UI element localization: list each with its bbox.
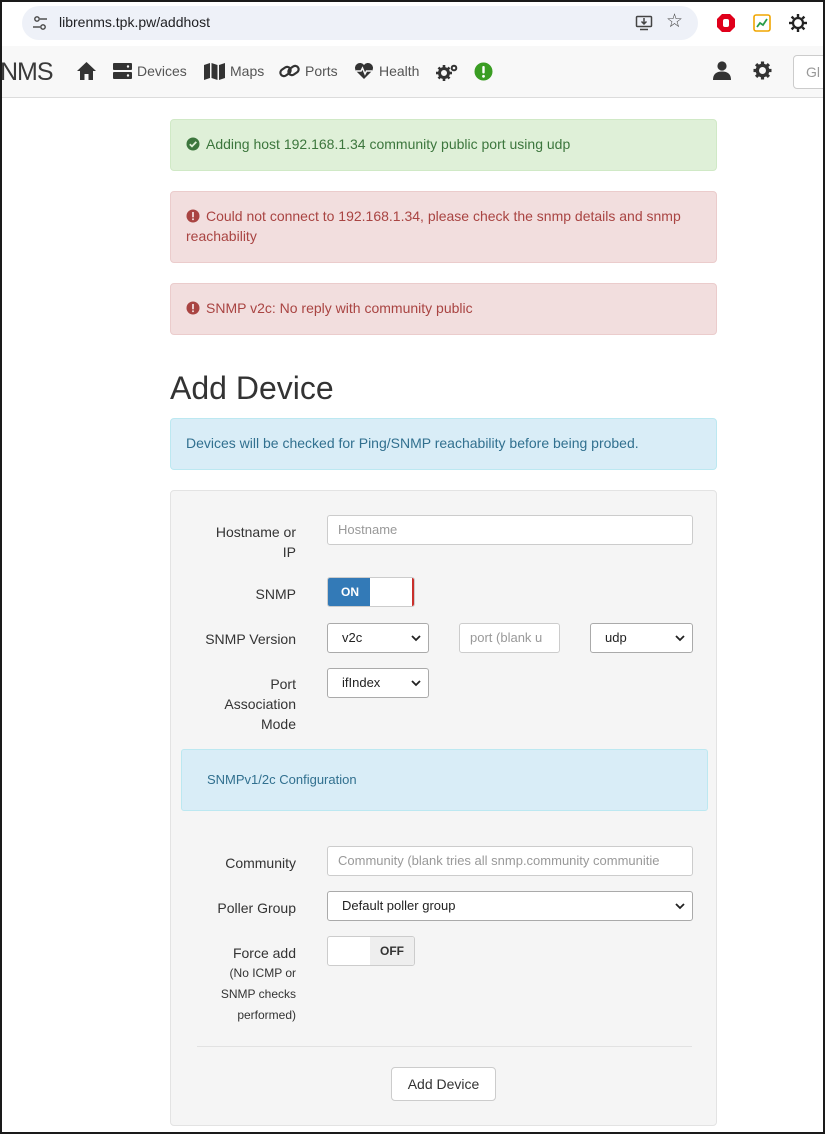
exclamation-circle-icon [186,209,200,223]
poller-group-label: Poller Group [217,900,296,916]
nav-health-label: Health [379,63,420,79]
error-alert-connect-text: Could not connect to 192.168.1.34, please check the snmp details and snmp reachability [186,208,681,244]
force-add-toggle[interactable] [327,936,415,966]
user-icon[interactable] [713,61,731,80]
snmp-version-value: v2c [342,630,363,645]
info-alert-text: Devices will be checked for Ping/SNMP reachability before being probed. [186,435,639,451]
snmp-toggle-off-side[interactable] [370,578,414,606]
add-device-form [170,490,717,1126]
nav-devices[interactable] [113,62,187,80]
error-alert-connect [170,191,717,263]
force-add-toggle-off[interactable]: OFF [370,937,414,965]
port-association-label-line1: Port [270,676,296,692]
error-alert-snmp [170,283,717,335]
global-search-input[interactable] [793,55,825,89]
port-placeholder: port (blank u [470,630,543,645]
site-settings-icon[interactable] [32,15,48,31]
url-text[interactable]: librenms.tpk.pw/addhost [59,14,210,30]
browser-toolbar [0,0,825,46]
port-association-label [224,674,296,734]
form-divider [197,1046,692,1047]
bookmark-star-icon[interactable]: ☆ [666,11,684,32]
nav-maps[interactable] [204,62,264,80]
snmp-toggle[interactable] [327,577,415,607]
poller-group-select[interactable] [327,891,693,921]
global-search-placeholder: Gl [806,64,820,80]
snmp-version-label: SNMP Version [205,631,296,647]
community-label: Community [225,855,296,871]
force-add-label [221,943,296,1026]
alert-status-icon[interactable] [474,62,493,81]
nav-ports[interactable] [279,62,338,80]
transport-select[interactable] [590,623,693,653]
community-placeholder: Community (blank tries all snmp.community communitie [338,853,660,868]
hostname-label-line2: IP [282,544,296,560]
error-alert-snmp-text: SNMP v2c: No reply with community public [206,300,473,316]
install-app-icon[interactable] [635,14,653,32]
brand-logo[interactable]: NMS [0,58,53,86]
snmp-label: SNMP [255,586,296,602]
hostname-placeholder: Hostname [338,522,398,537]
port-input[interactable] [459,623,560,653]
extension-chart-icon[interactable] [752,13,772,33]
check-circle-icon [186,137,200,151]
snmp-v2c-config-header [181,749,708,811]
nav-ports-label: Ports [305,63,338,79]
heartbeat-icon [354,62,374,80]
community-input[interactable] [327,846,693,876]
chevron-down-icon [411,678,421,688]
link-icon [279,62,300,80]
top-navbar [0,46,825,98]
nav-maps-label: Maps [230,63,265,79]
hostname-label-line1: Hostname or [215,524,296,540]
snmp-toggle-on[interactable]: ON [328,578,372,606]
server-icon [113,62,132,80]
nav-health[interactable] [354,62,419,80]
success-alert [170,119,717,171]
cogs-icon[interactable] [436,63,459,82]
info-alert [170,418,717,470]
extension-gear-icon[interactable] [788,13,808,33]
chevron-down-icon [411,633,421,643]
hostname-label [216,522,296,562]
hostname-input[interactable] [327,515,693,545]
force-add-note-line2: SNMP checks [220,987,296,1001]
poller-group-value: Default poller group [342,898,456,913]
port-association-select[interactable] [327,668,429,698]
home-icon[interactable] [76,61,97,81]
port-association-label-line2: Association [224,696,296,712]
page-title: Add Device [170,370,334,406]
chevron-down-icon [675,901,685,911]
port-association-value: ifIndex [342,675,381,690]
snmp-v2c-config-title: SNMPv1/2c Configuration [207,772,357,787]
map-icon [204,62,225,80]
transport-value: udp [605,630,627,645]
extension-stop-icon[interactable] [716,13,736,33]
port-association-label-line3: Mode [260,716,296,732]
snmp-version-select[interactable] [327,623,429,653]
settings-gear-icon[interactable] [753,61,772,80]
success-alert-text: Adding host 192.168.1.34 community public port using udp [206,136,571,152]
exclamation-circle-icon [186,301,200,315]
force-add-note-line1: (No ICMP or [229,966,296,980]
chevron-down-icon [675,633,685,643]
force-add-note-line3: performed) [237,1008,296,1022]
force-add-label-text: Force add [232,945,296,961]
add-device-button[interactable]: Add Device [391,1067,496,1101]
address-bar[interactable] [22,6,698,40]
nav-devices-label: Devices [137,63,187,79]
